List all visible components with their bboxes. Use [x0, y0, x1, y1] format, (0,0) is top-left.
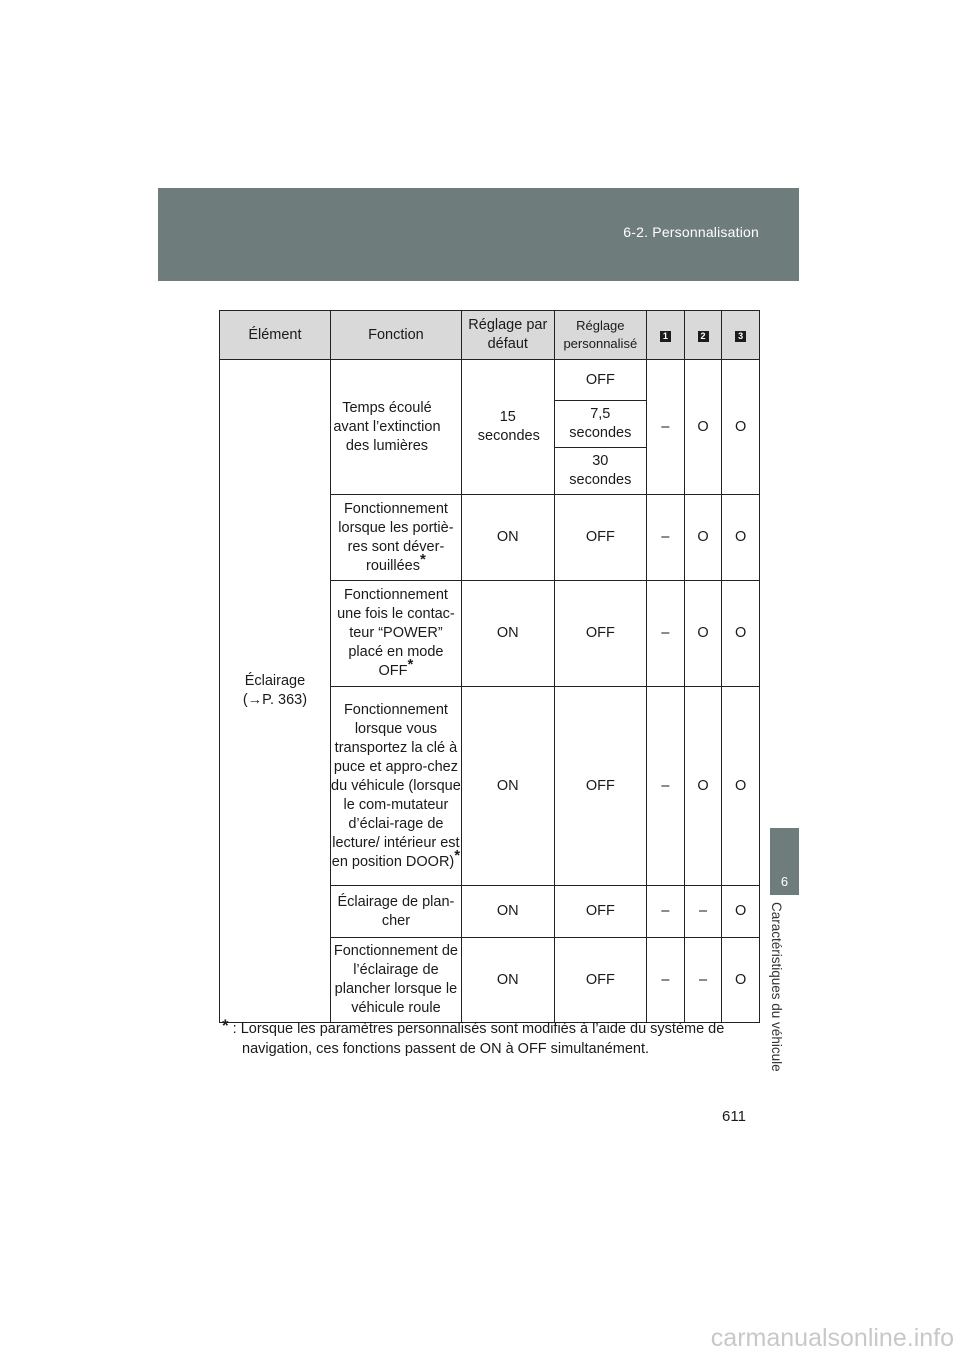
col3-cell: O [722, 581, 760, 687]
badge-1-icon: 1 [660, 331, 671, 342]
customization-table [219, 310, 760, 1023]
col1-cell: – [647, 581, 685, 687]
col3-cell: O [722, 886, 760, 938]
chapter-number: 6 [780, 874, 789, 889]
default-cell: ON [462, 687, 555, 886]
col2-cell: O [684, 360, 722, 495]
custom-value: 7,5 secondes [569, 406, 632, 441]
col2-cell: O [684, 495, 722, 581]
function-cell [330, 495, 461, 581]
section-header-band [158, 188, 799, 281]
custom-cell [554, 401, 647, 448]
chapter-label: Caractéristiques du véhicule [769, 902, 784, 1072]
badge-2-icon: 2 [698, 331, 709, 342]
function-text: Fonctionnement lorsque vous transportez la clé à puce et appro-chez du véhicule (lorsque le com-mutateur d’éclai-rage de lecture/ intérieur est en position DOOR) [331, 701, 461, 870]
function-text: Fonctionnement une fois le contac-teur “POWER” placé en mode OFF [337, 587, 455, 679]
col1-cell: – [647, 687, 685, 886]
col1-cell: – [647, 495, 685, 581]
col2-cell: O [684, 581, 722, 687]
col1-cell: – [647, 886, 685, 938]
header-col-3 [722, 311, 760, 360]
col1-cell: – [647, 938, 685, 1023]
element-cell [220, 360, 331, 1023]
function-cell: Fonctionnement de l’éclairage de plancher lorsque le véhicule roule [330, 938, 461, 1023]
section-title: 6-2. Personnalisation [623, 224, 759, 240]
function-text: Fonctionnement lorsque les portiè-res sont déver-rouillées [338, 500, 454, 574]
asterisk-mark: * [420, 550, 426, 568]
default-cell [462, 360, 555, 495]
custom-cell: OFF [554, 360, 647, 401]
watermark: carmanualsonline.info [710, 1324, 954, 1352]
default-cell: ON [462, 938, 555, 1023]
default-cell: ON [462, 495, 555, 581]
table-row [220, 360, 760, 401]
asterisk-mark: * [407, 656, 414, 674]
header-col-1 [647, 311, 685, 360]
custom-cell: OFF [554, 938, 647, 1023]
col2-cell: – [684, 886, 722, 938]
col3-cell: O [722, 938, 760, 1023]
default-cell: ON [462, 581, 555, 687]
asterisk-mark: * [454, 846, 461, 864]
footnote-text-1: : Lorsque les paramètres personnalisés sont modifiés à l’aide du système de [232, 1021, 725, 1037]
element-ref: (→P. 363) [242, 692, 308, 708]
header-default-label: Réglage par défaut [468, 317, 548, 352]
table-header-row [220, 311, 760, 360]
footnote [222, 1018, 762, 1059]
footnote-line-2: navigation, ces fonctions passent de ON à OFF simultanément. [242, 1041, 650, 1057]
col2-cell: – [684, 938, 722, 1023]
header-custom [554, 311, 647, 360]
chapter-tab [770, 828, 799, 895]
element-label: Éclairage [244, 673, 306, 689]
function-cell [330, 687, 461, 886]
custom-value: 30 secondes [569, 453, 632, 488]
custom-cell: OFF [554, 581, 647, 687]
header-function: Fonction [330, 311, 461, 360]
header-col-2 [684, 311, 722, 360]
col3-cell: O [722, 360, 760, 495]
custom-cell: OFF [554, 495, 647, 581]
function-cell [330, 581, 461, 687]
col3-cell: O [722, 495, 760, 581]
default-value: 15 secondes [477, 409, 540, 444]
footnote-line-1 [222, 1018, 762, 1039]
custom-cell: OFF [554, 886, 647, 938]
header-custom-label: Réglage personnalisé [563, 318, 638, 351]
default-cell: ON [462, 886, 555, 938]
custom-cell: OFF [554, 687, 647, 886]
footnote-asterisk: * [222, 1016, 229, 1035]
header-default [462, 311, 555, 360]
function-cell: Temps écoulé avant l’extinction des lumières [330, 360, 461, 495]
page-number: 611 [722, 1108, 746, 1125]
col2-cell: O [684, 687, 722, 886]
custom-cell [554, 448, 647, 495]
header-element: Élément [220, 311, 331, 360]
function-cell: Éclairage de plan-cher [330, 886, 461, 938]
col1-cell: – [647, 360, 685, 495]
col3-cell: O [722, 687, 760, 886]
badge-3-icon: 3 [735, 331, 746, 342]
